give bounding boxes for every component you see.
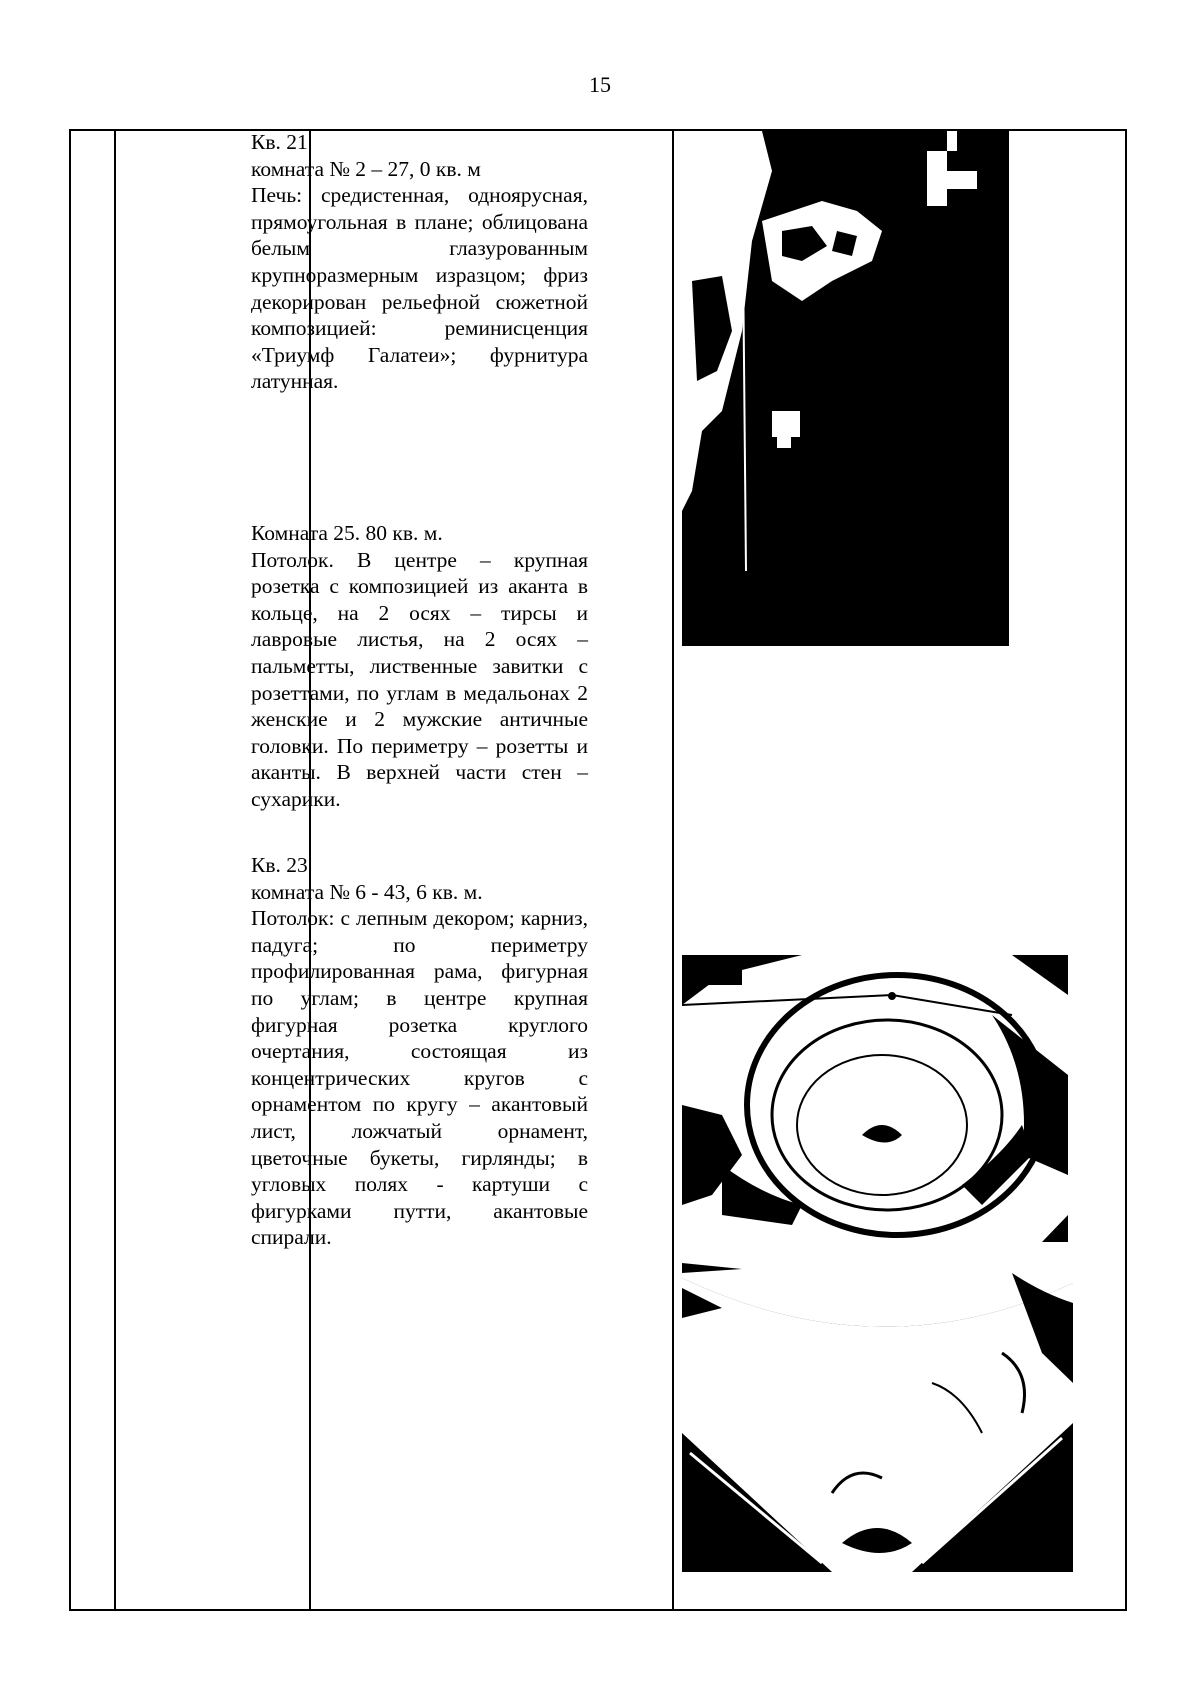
entry-room: комната № 2 – 27, 0 кв. м [251,156,481,181]
stove-photo [682,131,1009,646]
ceiling-corner-photo [682,1263,1073,1572]
entry-room-25 [251,520,588,813]
entry-room: комната № 6 - 43, 6 кв. м. [251,879,483,904]
entry-description: Потолок: с лепным декором; карниз, падуга; по периметру профилированная рама, фигурная по углам; в центре крупная фигурная розетка круглого очертания, состоящая из концентрических кругов с орнаментом по кругу – акантовый лист, ложчатый орнамент, цветочные букеты, гирлянды; в угловых полях - картуши с фигурками путти, акантовые спирали. [251,906,588,1250]
entry-title: Кв. 21 [251,130,308,154]
column-divider [114,131,116,1609]
entry-title: Кв. 23 [251,853,308,877]
ceiling-rosette-photo [682,955,1068,1242]
entry-room: Комната 25. 80 кв. м. [251,521,443,545]
page-number: 15 [589,72,611,97]
entry-apartment-21 [251,129,588,395]
column-divider [672,131,674,1609]
entry-description: Потолок. В центре – крупная розетка с композицией из аканта в кольце, на 2 осях – тирсы и лавровые листья, на 2 осях – пальметты, лиственные завитки с розеттами, по углам в медальонах 2 женские и 2 мужские античные головки. По периметру – розетты и аканты. В верхней части стен – сухарики. [251,547,588,811]
entry-apartment-23 [251,852,588,1251]
entry-description: Печь: средистенная, одноярусная, прямоугольная в плане; облицована белым глазурованным крупноразмерным изразцом; фриз декорирован рельефной сюжетной композицией: реминисценция «Триумф Галатеи»; фурнитура латунная. [251,183,588,394]
